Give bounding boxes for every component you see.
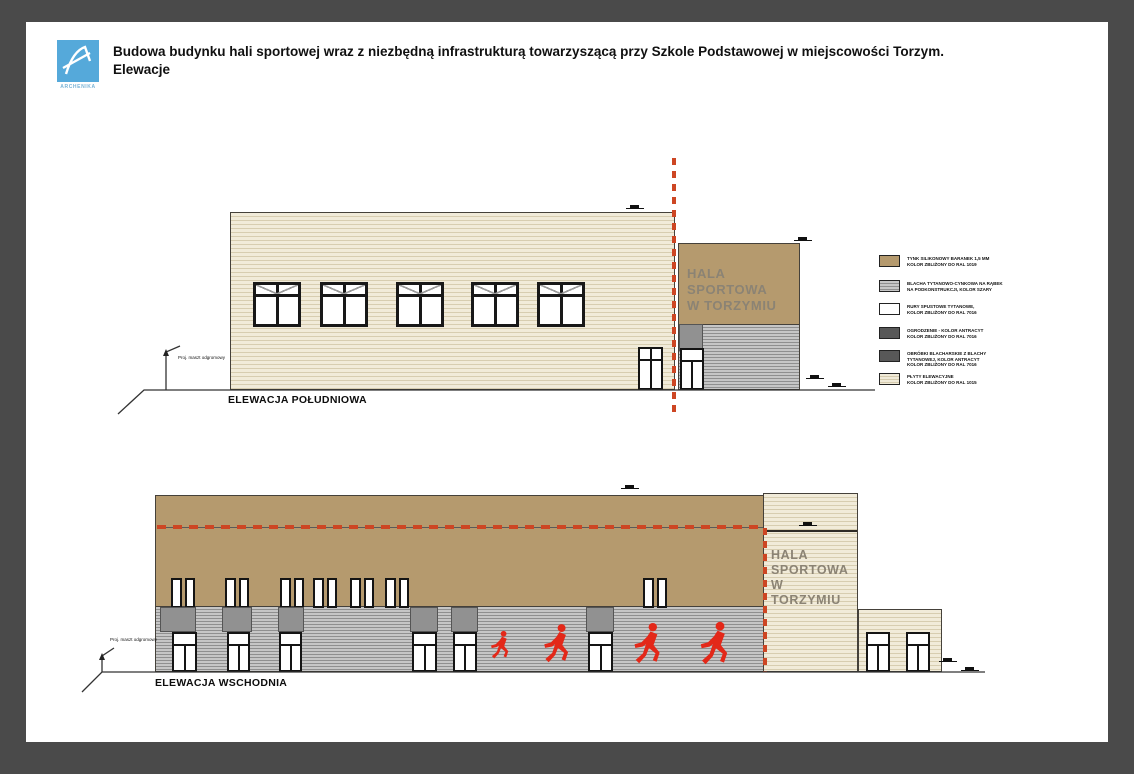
legend-line: KOLOR ZBLIŻONY DO RAL 7016 <box>907 333 977 339</box>
entrance-door <box>866 632 890 672</box>
hall-sign-line: SPORTOWA <box>771 563 849 577</box>
anthracite-panel <box>451 607 478 632</box>
hall-sign-line: HALA <box>687 266 726 281</box>
runner-silhouette-icon <box>540 619 576 671</box>
lower-window <box>227 632 250 672</box>
hall-sign-line: W TORZYMIU <box>771 578 841 607</box>
legend-line: KOLOR ZBLIŻONY DO RAL 7016 <box>907 309 977 315</box>
legend-swatch-white <box>879 303 900 315</box>
drawing-title <box>113 43 1063 79</box>
hall-sign <box>771 548 857 608</box>
level-marker-icon <box>798 237 807 240</box>
parapet-line <box>764 530 857 532</box>
hall-sign-line: SPORTOWA <box>687 282 768 297</box>
legend-text <box>907 328 1037 339</box>
legend-text <box>907 304 1037 315</box>
drawing-page <box>26 22 1108 742</box>
anthracite-panel <box>586 607 614 632</box>
legend-swatch-tan <box>879 255 900 267</box>
east-hall-block <box>763 493 858 672</box>
east-elevation-label: ELEWACJA WSCHODNIA <box>155 677 288 689</box>
window-pair <box>280 578 304 608</box>
window-pair <box>643 578 667 608</box>
entrance-door <box>680 348 704 390</box>
window-pair <box>385 578 409 608</box>
legend-text <box>907 281 1037 292</box>
hall-sign <box>687 266 777 314</box>
logo-caption: ARCHENIKA <box>60 84 96 90</box>
legend-text <box>907 351 1037 368</box>
level-marker-icon <box>943 658 952 661</box>
window <box>253 282 301 327</box>
runner-silhouette-icon <box>488 621 514 671</box>
legend-line: OBRÓBKI BLACHARSKIE Z BLACHY <box>907 351 987 356</box>
window <box>396 282 444 327</box>
legend-line: KOLOR ZBLIŻONY DO RAL 7016 <box>907 362 977 367</box>
lower-window <box>172 632 197 672</box>
level-marker-icon <box>803 522 812 525</box>
runner-silhouette-icon <box>630 619 668 671</box>
window-pair <box>313 578 337 608</box>
window-pair <box>350 578 374 608</box>
legend-swatch-anthracite <box>879 327 900 339</box>
anthracite-panel <box>679 324 703 351</box>
legend-swatch-gray-striped <box>879 280 900 292</box>
window-pair <box>225 578 249 608</box>
level-marker-icon <box>832 383 841 386</box>
level-marker-icon <box>965 667 974 670</box>
anthracite-panel <box>278 607 304 632</box>
entrance-door <box>906 632 930 672</box>
mast-annotation: Proj. maszt odgromowy <box>110 637 158 642</box>
level-marker-icon <box>630 205 639 208</box>
legend-line: BLACHA TYTANOWO-CYNKOWA NA RĄBEK <box>907 281 1003 286</box>
legend-line: KOLOR ZBLIŻONY DO RAL 1019 <box>907 261 977 267</box>
window-pair <box>171 578 195 608</box>
legend-swatch-cream-striped <box>879 373 900 385</box>
legend-line: KOLOR ZBLIŻONY DO RAL 1015 <box>907 379 977 385</box>
legend-text <box>907 256 1037 267</box>
lower-window <box>279 632 302 672</box>
title-line2: Elewacje <box>113 62 171 77</box>
level-marker-icon <box>625 485 634 488</box>
legend-line: NA PODKONSTRUKCJI, KOLOR SZARY <box>907 286 992 292</box>
section-dashed-line <box>763 528 767 672</box>
window <box>320 282 368 327</box>
section-dashed-line <box>157 525 763 529</box>
archenika-logo <box>57 40 99 82</box>
hall-sign-line: HALA <box>771 548 809 562</box>
lower-window <box>412 632 437 672</box>
legend-line: TYTANOWEJ, KOLOR ANTRACYT <box>907 356 980 362</box>
entrance-door <box>588 632 613 672</box>
window <box>471 282 519 327</box>
runner-silhouette-icon <box>696 619 736 671</box>
window-small <box>638 347 663 390</box>
legend-line: OGRODZENIE - KOLOR ANTRACYT <box>907 328 984 333</box>
legend-line: TYNK SILIKONOWY BARANEK 1,5 MM <box>907 256 990 261</box>
entrance-door <box>453 632 477 672</box>
title-line1: Budowa budynku hali sportowej wraz z niezbędną infrastrukturą towarzyszącą przy Szkole Podstawowej w miejscowości Torzym. <box>113 44 944 59</box>
archenika-letter-a-icon <box>57 40 99 82</box>
level-marker-icon <box>810 375 819 378</box>
mast-annotation: Proj. maszt odgromowy <box>178 355 226 360</box>
legend-line: RURY SPUSTOWE TYTANOWE, <box>907 304 975 309</box>
window <box>537 282 585 327</box>
south-elevation-label: ELEWACJA POŁUDNIOWA <box>228 394 367 406</box>
legend-text <box>907 374 1037 385</box>
legend-swatch-anthracite <box>879 350 900 362</box>
section-dashed-line <box>672 158 676 412</box>
legend-line: PŁYTY ELEWACYJNE <box>907 374 954 379</box>
anthracite-panel <box>222 607 252 632</box>
hall-sign-line: W TORZYMIU <box>687 298 777 313</box>
anthracite-panel <box>410 607 438 632</box>
anthracite-panel <box>160 607 196 632</box>
